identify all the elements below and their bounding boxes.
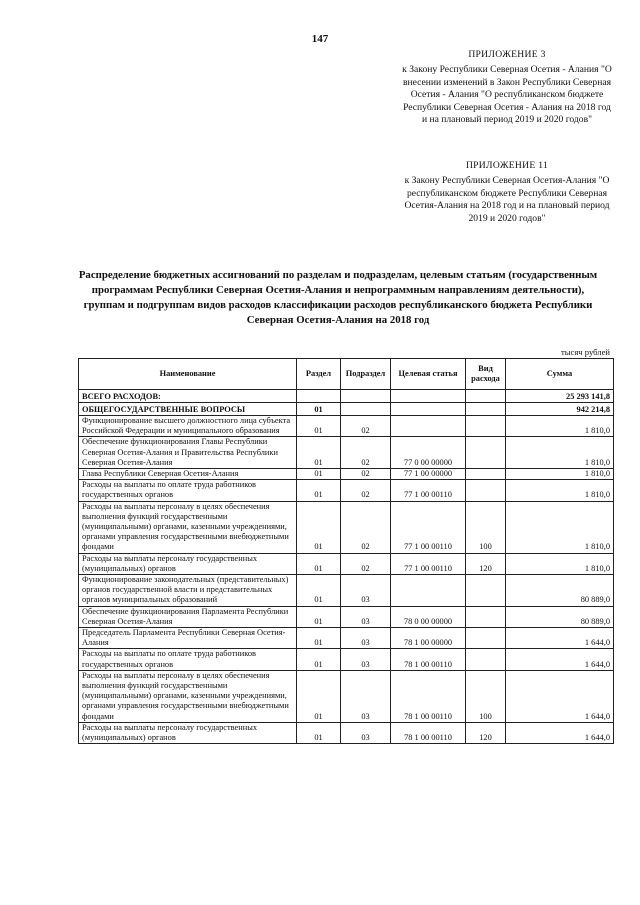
cell-subsection: 02	[341, 553, 391, 574]
cell-name: ОБЩЕГОСУДАРСТВЕННЫЕ ВОПРОСЫ	[79, 403, 297, 416]
cell-sum: 1 810,0	[506, 416, 614, 437]
cell-target: 77 1 00 00110	[391, 553, 466, 574]
cell-type	[466, 606, 506, 627]
cell-target	[391, 416, 466, 437]
header-target: Целевая статья	[391, 359, 466, 390]
table-row	[79, 480, 614, 501]
cell-type: 120	[466, 722, 506, 743]
units-label: тысяч рублей	[561, 347, 610, 357]
table-header-row	[79, 359, 614, 390]
table-row	[79, 670, 614, 722]
header-section: Раздел	[297, 359, 341, 390]
table-row	[79, 628, 614, 649]
cell-sum: 80 889,0	[506, 575, 614, 607]
cell-sum: 942 214,8	[506, 403, 614, 416]
cell-sum: 1 644,0	[506, 670, 614, 722]
header-type: Вид расхода	[466, 359, 506, 390]
table-row	[79, 437, 614, 469]
cell-name: Расходы на выплаты по оплате труда работников государственных органов	[79, 649, 297, 670]
cell-section: 01	[297, 501, 341, 553]
appendix-3-title: ПРИЛОЖЕНИЕ 3	[468, 49, 546, 60]
cell-target: 77 0 00 00000	[391, 437, 466, 469]
page-number: 147	[311, 33, 329, 45]
header-subsection: Подраздел	[341, 359, 391, 390]
cell-target	[391, 575, 466, 607]
cell-type: 100	[466, 501, 506, 553]
table-row	[79, 390, 614, 403]
cell-name: Функционирование законодательных (представительных) органов государственной власти и представительных органов муниципальных образований	[79, 575, 297, 607]
cell-name: Расходы на выплаты персоналу в целях обеспечения выполнения функций государственными (муниципальными) органами, казенными учреждениями, органами управления государственными внебюджетными фондами	[79, 501, 297, 553]
table-row	[79, 553, 614, 574]
cell-target: 77 1 00 00000	[391, 469, 466, 480]
table-row	[79, 403, 614, 416]
cell-subsection: 02	[341, 480, 391, 501]
table-row	[79, 606, 614, 627]
cell-section: 01	[297, 628, 341, 649]
cell-target	[391, 403, 466, 416]
table-row	[79, 649, 614, 670]
cell-type	[466, 649, 506, 670]
cell-name: Расходы на выплаты персоналу государственных (муниципальных) органов	[79, 722, 297, 743]
cell-target: 78 0 00 00000	[391, 606, 466, 627]
cell-sum: 25 293 141,8	[506, 390, 614, 403]
cell-section: 01	[297, 575, 341, 607]
table-row	[79, 469, 614, 480]
appendix-11-title: ПРИЛОЖЕНИЕ 11	[465, 160, 549, 171]
cell-type	[466, 575, 506, 607]
cell-sum: 1 810,0	[506, 480, 614, 501]
cell-type	[466, 480, 506, 501]
cell-section: 01	[297, 553, 341, 574]
cell-section: 01	[297, 403, 341, 416]
cell-name: Функционирование высшего должностного лица субъекта Российской Федерации и муниципального образования	[79, 416, 297, 437]
cell-target: 78 1 00 00000	[391, 628, 466, 649]
cell-sum: 1 810,0	[506, 553, 614, 574]
cell-target: 78 1 00 00110	[391, 649, 466, 670]
cell-name: Глава Республики Северная Осетия-Алания	[79, 469, 297, 480]
cell-sum: 1 810,0	[506, 469, 614, 480]
budget-table	[78, 358, 614, 744]
cell-sum: 1 644,0	[506, 649, 614, 670]
cell-name: Расходы на выплаты по оплате труда работников государственных органов	[79, 480, 297, 501]
cell-type	[466, 416, 506, 437]
cell-target: 77 1 00 00110	[391, 480, 466, 501]
appendix-11-text: к Закону Республики Северная Осетия-Алания "О республиканском бюджете Республики Северная Осетия-Алания на 2018 год и на плановый период 2019 и 2020 годов"	[404, 175, 610, 224]
cell-section: 01	[297, 649, 341, 670]
cell-section: 01	[297, 416, 341, 437]
cell-subsection: 02	[341, 501, 391, 553]
cell-target: 78 1 00 00110	[391, 722, 466, 743]
cell-section: 01	[297, 437, 341, 469]
table-row	[79, 501, 614, 553]
cell-section: 01	[297, 480, 341, 501]
header-sum: Сумма	[506, 359, 614, 390]
cell-target: 77 1 00 00110	[391, 501, 466, 553]
cell-name: Обеспечение функционирования Главы Республики Северная Осетия-Алания и Правительства Республики Северная Осетия-Алания	[79, 437, 297, 469]
cell-subsection	[341, 390, 391, 403]
cell-sum: 1 644,0	[506, 722, 614, 743]
appendix-11-header	[402, 160, 612, 225]
cell-section	[297, 390, 341, 403]
appendix-3-text: к Закону Республики Северная Осетия - Алания "О внесении изменений в Закон Республики Северная Осетия - Алания "О республиканском бюджете Республики Северная Осетия - Алания на 2018 год и на плановый период 2019 и 2020 годов"	[402, 64, 612, 126]
appendix-3-header	[402, 49, 612, 126]
cell-name: Расходы на выплаты персоналу государственных (муниципальных) органов	[79, 553, 297, 574]
cell-sum: 1 810,0	[506, 501, 614, 553]
cell-subsection: 03	[341, 575, 391, 607]
cell-type: 100	[466, 670, 506, 722]
cell-name: Обеспечение функционирования Парламента Республики Северная Осетия-Алания	[79, 606, 297, 627]
document-title: Распределение бюджетных ассигнований по разделам и подразделам, целевым статьям (государственным программам Республики Северная Осетия-Алания и непрограммным направлениям деятельности), группам и подгруппам видов расходов классификации расходов республиканского бюджета Республики Северная Осетия-Алания на 2018 год	[78, 269, 598, 326]
cell-target: 78 1 00 00110	[391, 670, 466, 722]
cell-subsection: 03	[341, 628, 391, 649]
cell-sum: 1 644,0	[506, 628, 614, 649]
cell-name: ВСЕГО РАСХОДОВ:	[79, 390, 297, 403]
cell-sum: 80 889,0	[506, 606, 614, 627]
cell-target	[391, 390, 466, 403]
cell-type	[466, 628, 506, 649]
cell-subsection: 02	[341, 469, 391, 480]
cell-name: Председатель Парламента Республики Северная Осетия-Алания	[79, 628, 297, 649]
cell-section: 01	[297, 670, 341, 722]
cell-type: 120	[466, 553, 506, 574]
cell-section: 01	[297, 722, 341, 743]
table-row	[79, 575, 614, 607]
cell-subsection: 03	[341, 670, 391, 722]
cell-subsection: 02	[341, 416, 391, 437]
table-row	[79, 722, 614, 743]
cell-type	[466, 403, 506, 416]
cell-name: Расходы на выплаты персоналу в целях обеспечения выполнения функций государственными (муниципальными) органами, казенными учреждениями, органами управления государственными внебюджетными фондами	[79, 670, 297, 722]
cell-sum: 1 810,0	[506, 437, 614, 469]
cell-section: 01	[297, 469, 341, 480]
cell-subsection: 03	[341, 606, 391, 627]
cell-type	[466, 390, 506, 403]
table-row	[79, 416, 614, 437]
cell-subsection: 03	[341, 649, 391, 670]
cell-type	[466, 437, 506, 469]
cell-subsection: 03	[341, 722, 391, 743]
cell-subsection: 02	[341, 437, 391, 469]
cell-subsection	[341, 403, 391, 416]
cell-type	[466, 469, 506, 480]
cell-section: 01	[297, 606, 341, 627]
header-name: Наименование	[79, 359, 297, 390]
